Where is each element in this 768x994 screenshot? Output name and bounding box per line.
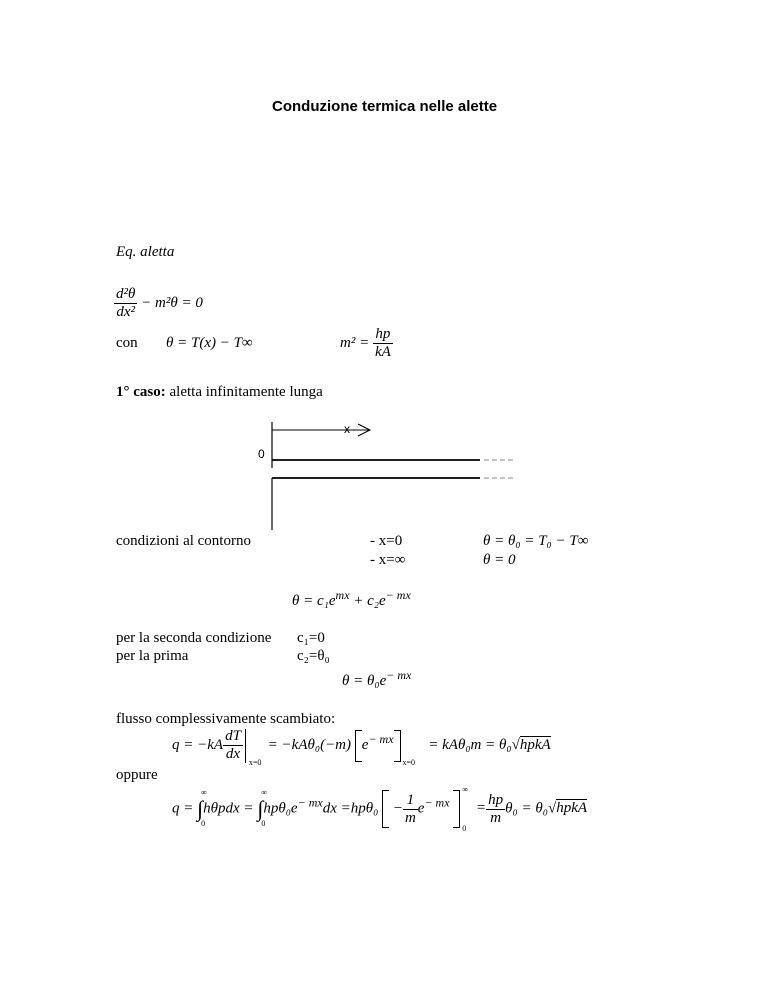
eq-numerator: d²θ [116,286,136,302]
second-condition-label: per la seconda condizione [116,630,272,646]
q2-eval-lower: 0 [462,824,467,833]
second-condition-value: c₁=0 [297,630,325,646]
eq-denominator: dx² [116,304,136,320]
q1-eval-bar [245,729,262,767]
general-exp2: − mx [385,588,411,602]
general-solution-a: θ = c₁e [292,593,336,609]
sqrt-sign-1: √ [511,736,520,753]
theta-definition: θ = T(x) − T∞ [166,335,253,351]
boundary-cond2: - x=∞ [370,552,406,568]
q1-den: dx [225,746,241,762]
general-exp1: mx [335,588,350,602]
q2-rhs-den: m [490,809,502,826]
m2-denominator: kA [374,344,391,360]
boundary-cond1: - x=0 [370,533,403,549]
q1-bracket-right [394,730,416,767]
m2-lhs: m² = [340,334,370,351]
first-condition-label: per la prima [116,648,189,664]
q1-lhs: q = −kA [172,736,224,753]
flux-equation-1 [172,728,551,767]
solution-base: θ = θ₀e [342,673,387,689]
eq-label: Eq. aletta [116,244,175,260]
integral-sign-1: ∫ ∞ 0 [197,788,207,828]
fin-diagram [240,420,530,532]
particular-solution [342,668,412,690]
q2-int2: hpθ₀e [263,800,298,817]
q1-sqrt: hpkA [519,736,551,753]
q1-num: dT [225,728,241,744]
m2-definition [340,326,393,361]
q1-rhs: = kAθ₀m = θ₀ [428,736,512,753]
integral-1-upper: ∞ [201,788,207,797]
flux-equation-2: q = ∫ ∞ 0 hθpdx = ∫ ∞ 0 $hp\theta_0e^{- mx}dx =hp\theta_0$ − $\frac{1}{m}$ $e^{- mx}$ ∞ 0 = $\frac{hp}{m}$ θ₀ = θ₀√hpkA [172,785,588,833]
q2-bracket-left [382,790,389,828]
q2-eval-upper: ∞ [462,785,468,794]
boundary-res1: θ = θ₀ = T₀ − T∞ [483,533,589,549]
oppure-label: oppure [116,767,158,783]
first-condition-value: c₂=θ₀ [297,648,330,664]
q1-mid: = −kAθ₀(−m) [267,736,352,753]
case1-heading [116,384,323,401]
page-title: Conduzione termica nelle alette [272,98,498,115]
q2-rhs: θ₀ = θ₀ [505,800,548,817]
general-solution-b: + c₂e [349,593,386,609]
flux-label: flusso complessivamente scambiato: [116,711,336,727]
q2-int1: hθpdx = [203,800,254,817]
eq-rest: − m²θ = 0 [141,294,203,311]
q2-int2-tail: dx =hpθ₀ [322,800,379,817]
m2-numerator: hp [373,326,393,344]
con-label: con [116,335,138,351]
q1-inner-exp: − mx [368,731,394,746]
q1-sub: x=0 [248,757,262,767]
general-solution [292,588,411,610]
integral-sign-2: ∫ ∞ 0 [257,788,268,828]
origin-label: 0 [258,447,265,461]
q2-frac-den: m [404,809,416,826]
axis-label: x [344,421,350,436]
fin-equation [114,286,203,321]
integral-2-lower: 0 [261,819,266,828]
q2-int2-exp: − mx [297,795,323,810]
q2-frac-num: 1 [403,792,418,810]
q2-inner: e [417,800,425,817]
integral-1-lower: 0 [201,819,206,828]
q2-rhs-num: hp [488,791,504,808]
boundary-label: condizioni al contorno [116,533,251,549]
case1-text: aletta infinitamente lunga [165,384,323,400]
q2-lhs: q = [172,800,194,817]
solution-exp: − mx [386,668,412,682]
q1-inner: e [361,736,369,753]
q2-bracket-right [453,785,468,833]
q2-inner-exp: − mx [424,795,450,810]
boundary-res2: θ = 0 [483,552,516,568]
q2-sqrt: hpkA [556,800,588,817]
case1-bold: 1° caso: [116,384,166,400]
q1-bracket-left [355,730,362,762]
integral-2-upper: ∞ [261,788,268,797]
q1-sub2: x=0 [402,757,416,767]
sqrt-sign-2: √ [547,800,557,817]
